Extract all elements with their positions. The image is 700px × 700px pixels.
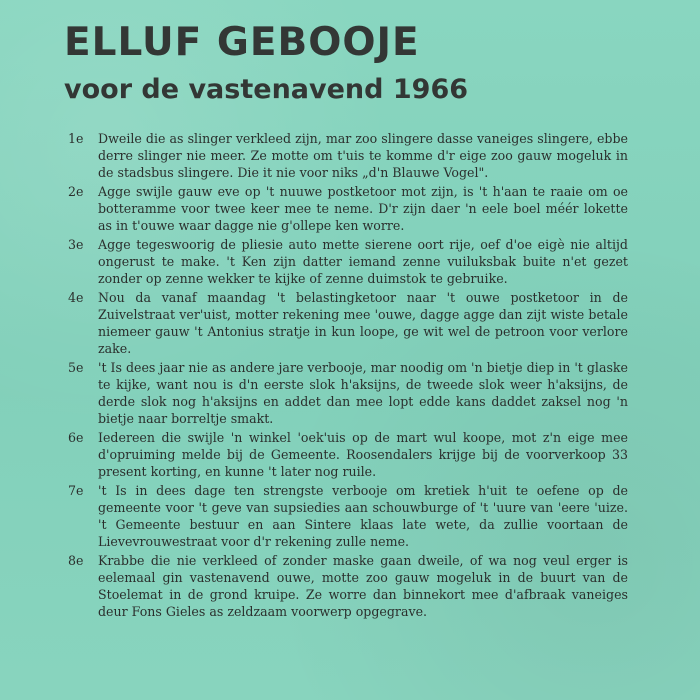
decree-number: 6e: [68, 430, 84, 445]
decree-number: 8e: [68, 553, 84, 568]
decree-text: Agge swijle gauw eve op 't nuuwe postketoor mot zijn, is 't h'aan te raaie om oe botteramme voor twee keer mee te neme. D'r zijn daer 'n eele boel méér lokette as in t'ouwe waar dagge nie g'ollepe ken worre.: [98, 184, 628, 233]
decree-item-6: [68, 429, 628, 480]
decree-item-7: [68, 482, 628, 550]
decree-text: Iedereen die swijle 'n winkel 'oek'uis op de mart wul koope, mot z'n eige mee d'opruiming melde bij de Gemeente. Roosendalers krijge bij de voorverkoop 33 present korting, en kunne 't later nog ruile.: [98, 430, 628, 479]
decree-text: 't Is in dees dage ten strengste verbooje om kretiek h'uit te oefene op de gemeente voor 't geve van supsiedies aan schouwburge of 't 'uure van 'eere 'uize. 't Gemeente bestuur en aan Sintere klaas late wete, da zullie voortaan de Lievevrouwestraat voor d'r rekening zulle neme.: [98, 483, 628, 549]
decree-number: 2e: [68, 184, 84, 199]
decree-item-5: [68, 359, 628, 427]
decree-text: Krabbe die nie verkleed of zonder maske gaan dweile, of wa nog veul erger is eelemaal gin vastenavend ouwe, motte zoo gauw mogeluk in de buurt van de Stoelemat in de grond kruipe. Ze worre dan binnekort mee d'afbraak vaneiges deur Fons Gieles as zeldzaam voorwerp opgegrave.: [98, 553, 628, 619]
decree-item-2: [68, 183, 628, 234]
decree-list: [68, 130, 628, 620]
page-title: ELLUF GEBOOJE: [64, 20, 420, 65]
decree-text: 't Is dees jaar nie as andere jare verbooje, mar noodig om 'n bietje diep in 't glaske te kijke, want nou is d'n eerste slok h'aksijns, de tweede slok weer h'aksijns, de derde slok nog h'aksijns en addet dan mee lopt edde kans daddet zaksel nog 'n bietje naar borreltje smakt.: [98, 360, 628, 426]
decree-item-1: [68, 130, 628, 181]
decree-text: Dweile die as slinger verkleed zijn, mar zoo slingere dasse vaneiges slingere, ebbe derre slinger nie meer. Ze motte om t'uis te komme d'r eige zoo gauw mogeluk in de stadsbus slingere. Die it nie voor niks „d'n Blauwe Vogel".: [98, 131, 628, 180]
page-subtitle: voor de vastenavend 1966: [64, 74, 469, 105]
decree-number: 3e: [68, 237, 84, 252]
decree-item-3: [68, 236, 628, 287]
decree-number: 1e: [68, 131, 84, 146]
decree-number: 7e: [68, 483, 84, 498]
decree-item-4: [68, 289, 628, 357]
decree-number: 4e: [68, 290, 84, 305]
decree-number: 5e: [68, 360, 84, 375]
decree-text: Nou da vanaf maandag 't belastingketoor naar 't ouwe postketoor in de Zuivelstraat ver'uist, motter rekening mee 'ouwe, dagge agge dan zijt wiste betale niemeer gauw 't Antonius stratje in kun loope, ge wit wel de petroon voor verlore zake.: [98, 290, 628, 356]
decree-text: Agge tegeswoorig de pliesie auto mette sierene oort rije, oef d'oe eigè nie altijd ongerust te make. 't Ken zijn datter iemand zenne vuiluksbak buite n'et gezet zonder op zenne wekker te kijke of zenne duimstok te gebruike.: [98, 237, 628, 286]
decree-item-8: [68, 552, 628, 620]
